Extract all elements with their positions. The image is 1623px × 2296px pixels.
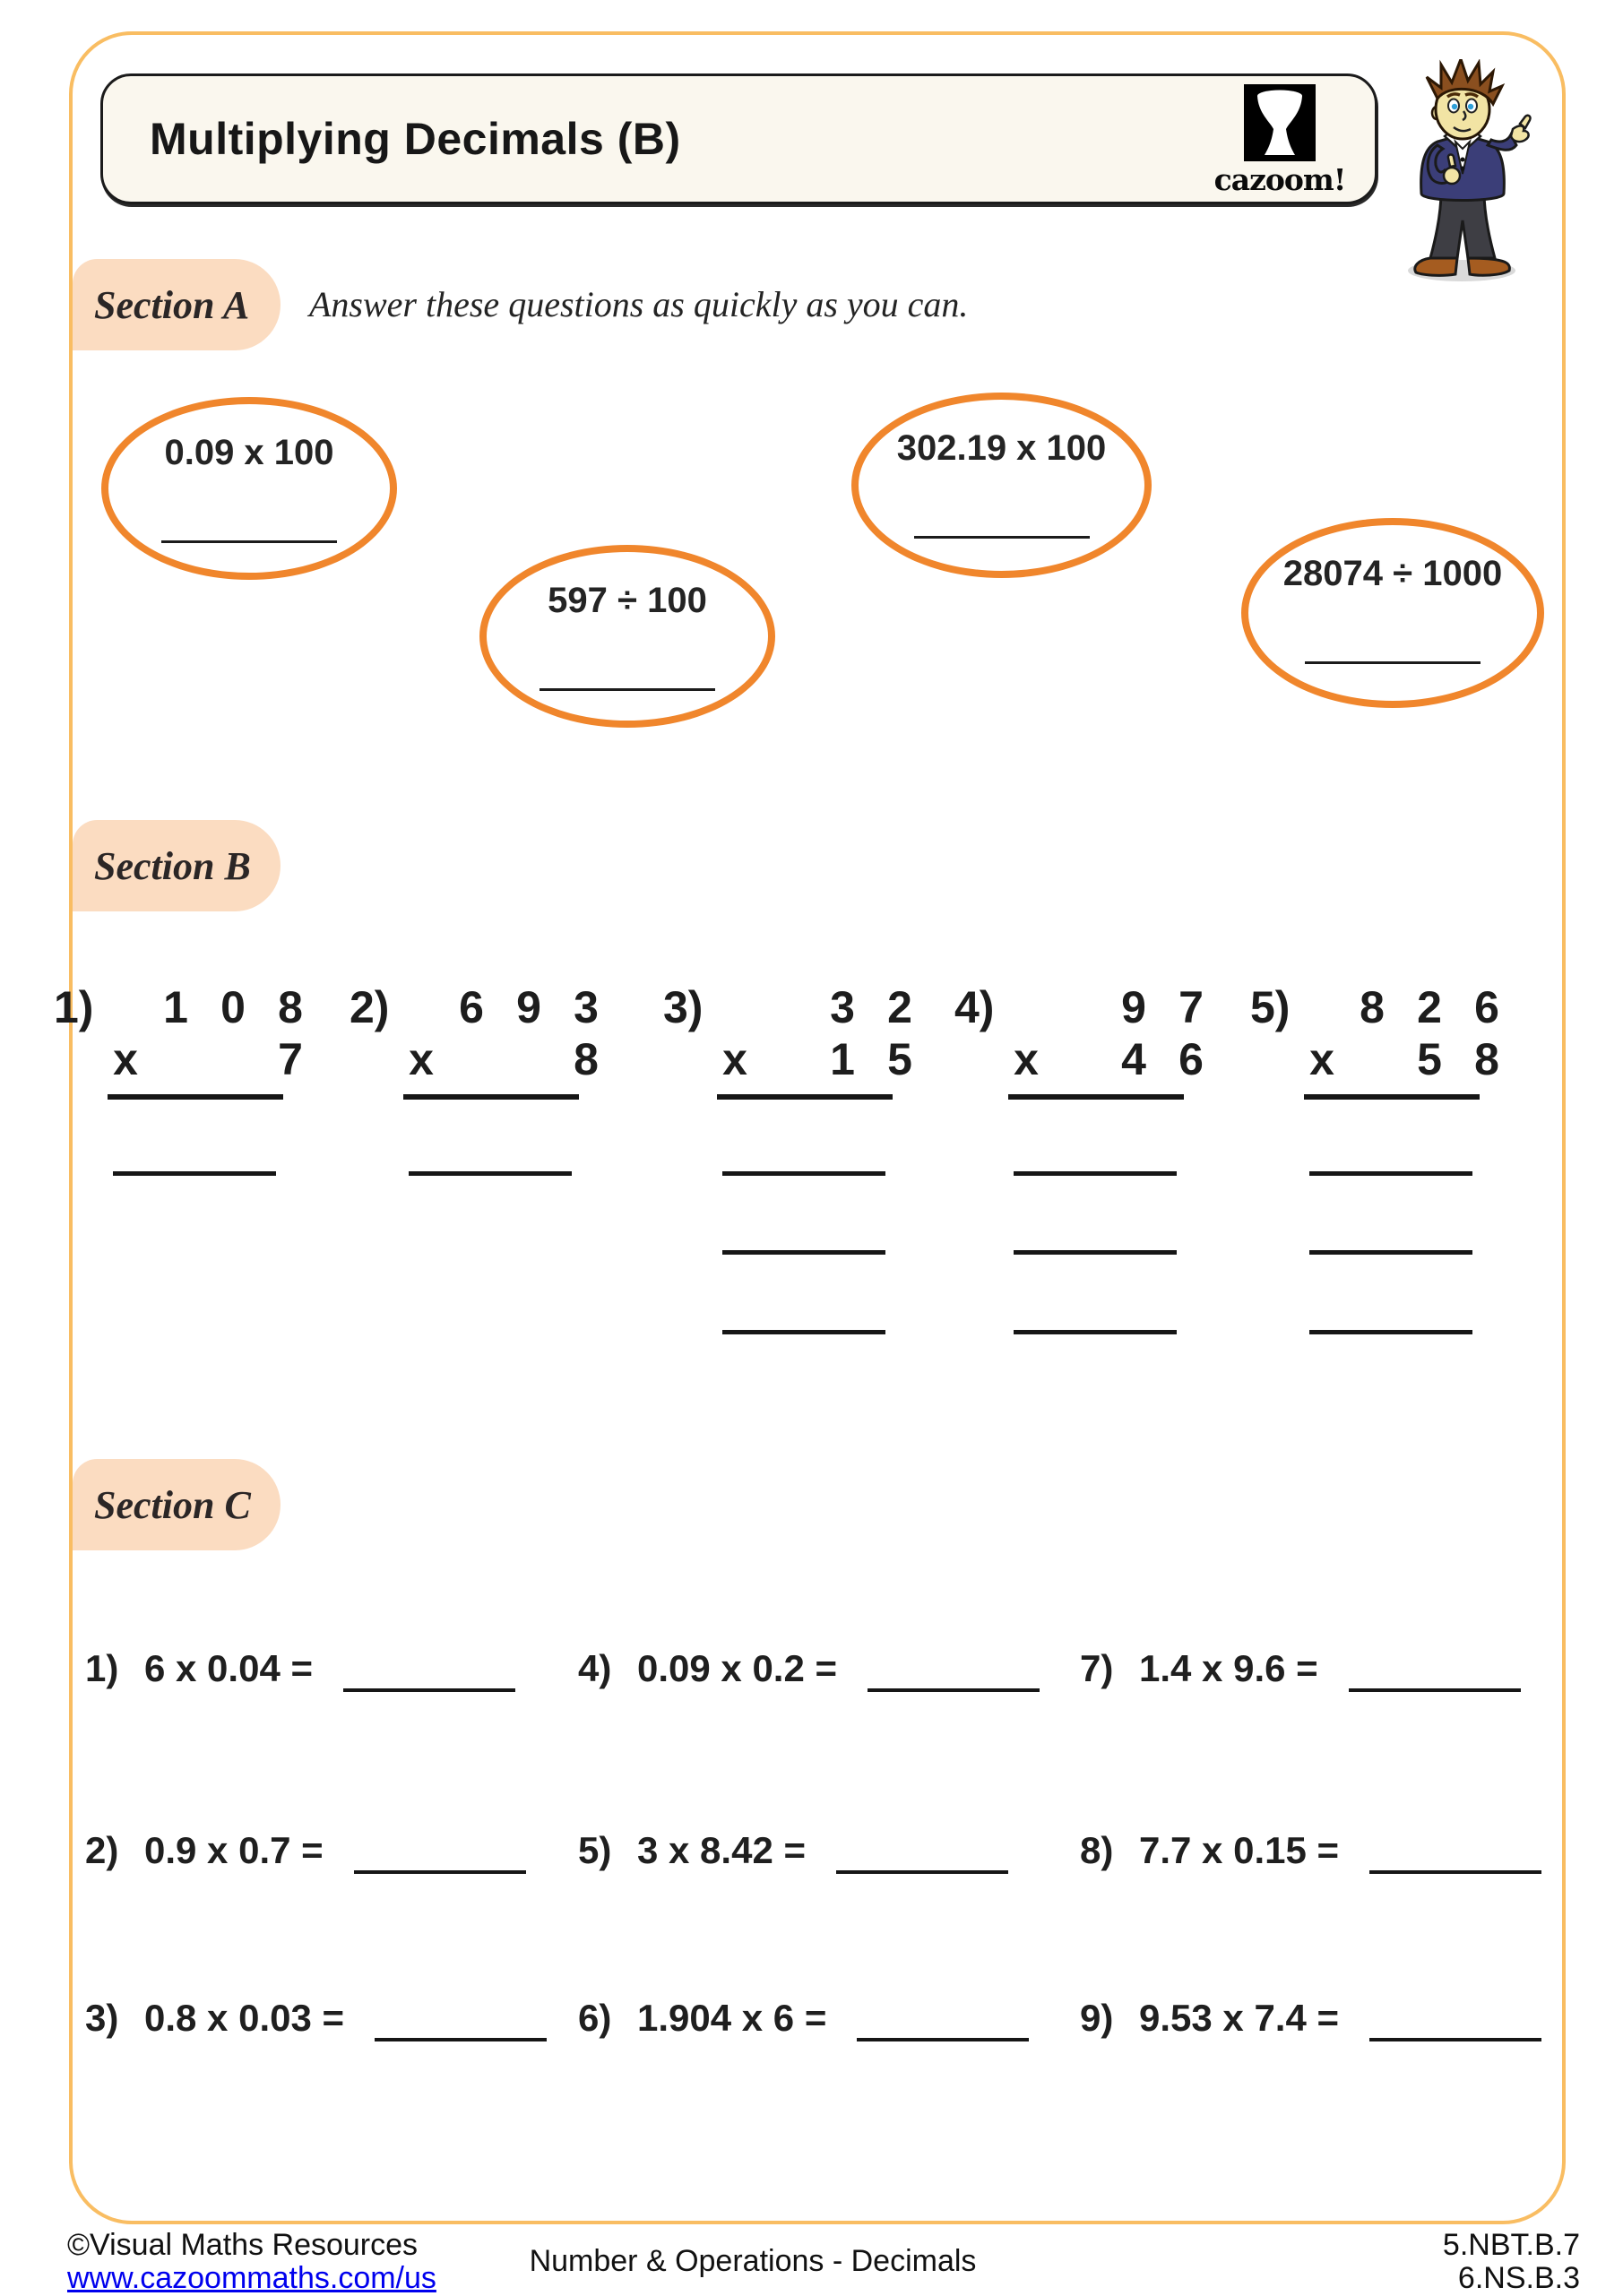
answer-line xyxy=(1014,1171,1177,1176)
digit-cell: 9 xyxy=(1121,982,1146,1032)
answer-line xyxy=(540,688,715,691)
section-a-badge xyxy=(73,259,281,350)
multiply-sign: x xyxy=(409,1034,434,1084)
digit-row xyxy=(1005,981,1220,1033)
footer-category: Number & Operations - Decimals xyxy=(529,2244,977,2278)
answer-line xyxy=(1349,1688,1521,1692)
multiply-sign: x xyxy=(1014,1034,1039,1084)
digit-cell xyxy=(713,981,756,1033)
problem-number: 2) xyxy=(85,1829,119,1871)
bubble-expression: 597 ÷ 100 xyxy=(548,581,707,620)
product-rule xyxy=(108,1094,283,1100)
answer-line xyxy=(722,1171,885,1176)
problem-expression: 3 x 8.42 = xyxy=(637,1829,806,1871)
answer-line xyxy=(161,540,337,543)
digit-row xyxy=(400,1033,615,1085)
digit-cell: 2 xyxy=(1417,982,1442,1032)
bubble-expression: 0.09 x 100 xyxy=(164,433,334,472)
section-c-problem xyxy=(85,1829,526,1872)
multiply-sign: x xyxy=(113,1034,138,1084)
digit-cell xyxy=(1005,981,1048,1033)
footer-url-link[interactable]: www.cazoommaths.com/us xyxy=(67,2261,436,2295)
footer-standard-2: 6.NS.B.3 xyxy=(1457,2261,1580,2295)
product-rule xyxy=(1304,1094,1480,1100)
answer-line xyxy=(857,2038,1029,2041)
digit-cell: 8 xyxy=(278,982,303,1032)
bubble-question-2 xyxy=(479,545,775,728)
section-b-problem xyxy=(954,981,1223,1358)
answer-line xyxy=(354,1870,526,1874)
problem-expression: 9.53 x 7.4 = xyxy=(1139,1997,1340,2039)
answer-line xyxy=(409,1171,572,1176)
section-b-problem xyxy=(350,981,618,1358)
digit-row xyxy=(104,981,319,1033)
answer-line xyxy=(1309,1250,1472,1255)
problem-number: 4) xyxy=(578,1647,612,1689)
problem-number: 1) xyxy=(54,982,94,1032)
digit-cell xyxy=(443,1033,500,1085)
answer-line xyxy=(375,2038,547,2041)
digit-row xyxy=(713,1033,928,1085)
cazoom-logo xyxy=(1213,84,1347,197)
problem-expression: 0.8 x 0.03 = xyxy=(144,1997,345,2039)
digit-cell: 7 xyxy=(1178,982,1204,1032)
section-a-instruction: Answer these questions as quickly as you can. xyxy=(309,284,969,324)
digit-row xyxy=(104,1033,319,1085)
mascot-boy-illustration xyxy=(1385,59,1539,288)
digit-cell xyxy=(1048,1033,1105,1085)
problem-expression: 1.4 x 9.6 = xyxy=(1139,1647,1318,1689)
problem-expression: 1.904 x 6 = xyxy=(637,1997,827,2039)
bubble-question-3 xyxy=(851,393,1152,578)
answer-line xyxy=(113,1171,276,1176)
answer-line xyxy=(914,536,1090,539)
digit-cell: 9 xyxy=(516,982,541,1032)
drum-icon xyxy=(1244,84,1316,161)
digit-cell: 3 xyxy=(574,982,599,1032)
answer-line xyxy=(722,1250,885,1255)
section-b-badge xyxy=(73,820,281,911)
problem-number: 1) xyxy=(85,1647,119,1689)
multiply-sign: x xyxy=(722,1034,747,1084)
digit-cell xyxy=(756,981,814,1033)
digit-cell xyxy=(500,1033,557,1085)
digit-cell: 6 xyxy=(459,982,484,1032)
digit-cell: 0 xyxy=(220,982,246,1032)
answer-line xyxy=(836,1870,1008,1874)
problem-number: 3) xyxy=(663,982,704,1032)
answer-line xyxy=(1014,1250,1177,1255)
section-b-problem xyxy=(54,981,323,1358)
digit-cell: 8 xyxy=(1360,982,1385,1032)
digit-cell: 1 xyxy=(163,982,188,1032)
multiply-sign: x xyxy=(1309,1034,1334,1084)
worksheet-header xyxy=(100,73,1377,204)
problem-number: 5) xyxy=(578,1829,612,1871)
problem-number: 6) xyxy=(578,1997,612,2039)
problem-expression: 7.7 x 0.15 = xyxy=(1139,1829,1340,1871)
problem-expression: 6 x 0.04 = xyxy=(144,1647,313,1689)
section-c-problem xyxy=(578,1647,1040,1690)
product-rule xyxy=(1008,1094,1184,1100)
answer-line xyxy=(1309,1171,1472,1176)
section-c-label: Section C xyxy=(94,1482,251,1527)
section-b-problem xyxy=(1250,981,1519,1358)
problem-number: 9) xyxy=(1080,1997,1114,2039)
problem-number: 8) xyxy=(1080,1829,1114,1871)
product-rule xyxy=(403,1094,579,1100)
problem-expression: 0.09 x 0.2 = xyxy=(637,1647,838,1689)
digit-cell xyxy=(1343,1033,1401,1085)
answer-line xyxy=(868,1688,1040,1692)
digit-row xyxy=(1300,981,1515,1033)
section-b-label: Section B xyxy=(94,843,251,888)
bubble-question-4 xyxy=(1241,518,1544,708)
logo-brand-text: cazoom! xyxy=(1213,162,1346,197)
digit-cell: 6 xyxy=(1474,982,1499,1032)
section-c-problem xyxy=(1080,1997,1541,2040)
digit-row xyxy=(713,981,928,1033)
product-rule xyxy=(717,1094,893,1100)
bubble-question-1 xyxy=(101,397,397,580)
answer-line xyxy=(722,1330,885,1334)
digit-cell xyxy=(756,1033,814,1085)
digit-cell: 3 xyxy=(830,982,855,1032)
bubble-expression: 302.19 x 100 xyxy=(896,428,1107,468)
problem-expression: 0.9 x 0.7 = xyxy=(144,1829,324,1871)
problem-number: 5) xyxy=(1250,982,1291,1032)
digit-cell xyxy=(147,1033,204,1085)
answer-line xyxy=(1309,1330,1472,1334)
answer-line xyxy=(1369,2038,1541,2041)
section-a-label: Section A xyxy=(94,282,250,327)
digit-row xyxy=(1300,1033,1515,1085)
footer-standard-1: 5.NBT.B.7 xyxy=(1442,2228,1580,2262)
digit-cell: 5 xyxy=(1417,1034,1442,1084)
problem-number: 4) xyxy=(954,982,995,1032)
footer-copyright: ©Visual Maths Resources xyxy=(67,2228,419,2262)
digit-cell: 4 xyxy=(1121,1034,1146,1084)
answer-line xyxy=(343,1688,515,1692)
digit-row xyxy=(400,981,615,1033)
digit-cell: 6 xyxy=(1178,1034,1204,1084)
digit-cell xyxy=(400,981,443,1033)
section-c-problem xyxy=(578,1829,1008,1872)
problem-number: 3) xyxy=(85,1997,119,2039)
digit-cell: 8 xyxy=(1474,1034,1499,1084)
section-b-problem xyxy=(663,981,932,1358)
digit-cell xyxy=(104,981,147,1033)
digit-cell: 2 xyxy=(887,982,912,1032)
digit-cell xyxy=(204,1033,262,1085)
section-c-badge xyxy=(73,1459,281,1550)
section-c-problem xyxy=(85,1647,515,1690)
section-c-problem xyxy=(1080,1647,1521,1690)
bubble-expression: 28074 ÷ 1000 xyxy=(1282,554,1503,593)
digit-cell: 1 xyxy=(830,1034,855,1084)
page-title: Multiplying Decimals (B) xyxy=(150,114,681,164)
digit-cell: 7 xyxy=(278,1034,303,1084)
problem-number: 7) xyxy=(1080,1647,1114,1689)
digit-cell: 5 xyxy=(887,1034,912,1084)
digit-cell xyxy=(1048,981,1105,1033)
digit-cell: 8 xyxy=(574,1034,599,1084)
digit-cell xyxy=(1300,981,1343,1033)
section-c-problem xyxy=(85,1997,547,2040)
answer-line xyxy=(1014,1330,1177,1334)
answer-line xyxy=(1305,661,1481,664)
digit-row xyxy=(1005,1033,1220,1085)
section-c-problem xyxy=(1080,1829,1541,1872)
answer-line xyxy=(1369,1870,1541,1874)
problem-number: 2) xyxy=(350,982,390,1032)
section-c-problem xyxy=(578,1997,1029,2040)
